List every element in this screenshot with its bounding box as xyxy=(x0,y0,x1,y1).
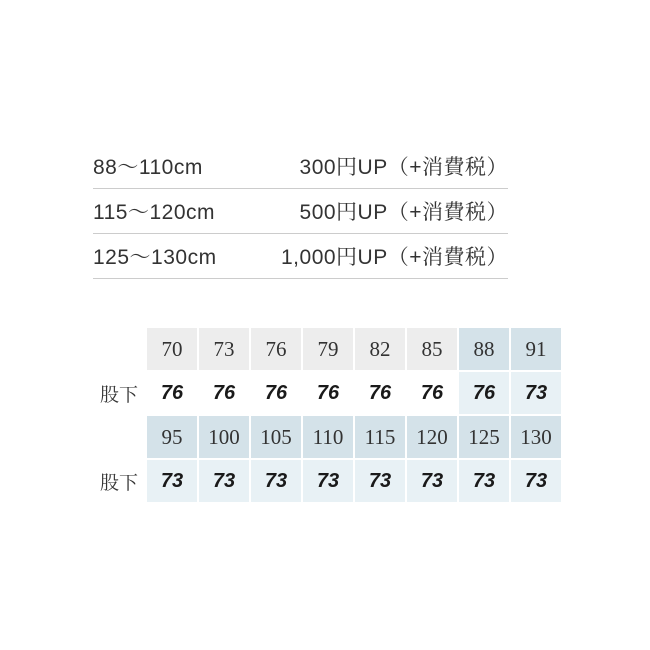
inseam-value-cell: 76 xyxy=(251,372,301,414)
size-header-cell: 95 xyxy=(147,416,197,458)
size-range-label: 125〜130cm xyxy=(93,246,217,269)
size-header-row-lower xyxy=(93,416,561,458)
size-header-cell: 120 xyxy=(407,416,457,458)
inseam-row-label: 股下 xyxy=(93,460,145,502)
inseam-value-cell: 73 xyxy=(251,460,301,502)
surcharge-value: 300円UP（+消費税） xyxy=(299,156,508,179)
inseam-value-cell: 73 xyxy=(407,460,457,502)
inseam-value-cell: 73 xyxy=(199,460,249,502)
inseam-value-cell: 73 xyxy=(511,460,561,502)
corner-cell xyxy=(93,416,145,458)
inseam-value-cell: 73 xyxy=(511,372,561,414)
inseam-value-cell: 76 xyxy=(147,372,197,414)
corner-cell xyxy=(93,328,145,370)
inseam-value-cell: 76 xyxy=(407,372,457,414)
size-header-cell: 79 xyxy=(303,328,353,370)
size-header-row-upper xyxy=(93,328,561,370)
price-row xyxy=(93,144,508,189)
surcharge-value: 1,000円UP（+消費税） xyxy=(281,246,508,269)
inseam-value-cell: 73 xyxy=(355,460,405,502)
size-header-cell: 76 xyxy=(251,328,301,370)
inseam-size-table xyxy=(91,326,563,504)
surcharge-price-list xyxy=(93,144,508,279)
inseam-value-cell: 76 xyxy=(303,372,353,414)
size-header-cell: 85 xyxy=(407,328,457,370)
size-range-label: 115〜120cm xyxy=(93,201,216,224)
inseam-value-cell: 73 xyxy=(303,460,353,502)
inseam-row-upper xyxy=(93,372,561,414)
inseam-value-cell: 76 xyxy=(355,372,405,414)
inseam-value-cell: 73 xyxy=(147,460,197,502)
size-header-cell: 125 xyxy=(459,416,509,458)
inseam-value-cell: 73 xyxy=(459,460,509,502)
size-header-cell: 130 xyxy=(511,416,561,458)
size-header-cell: 115 xyxy=(355,416,405,458)
size-header-cell: 82 xyxy=(355,328,405,370)
size-header-cell: 91 xyxy=(511,328,561,370)
price-row xyxy=(93,234,508,279)
surcharge-value: 500円UP（+消費税） xyxy=(299,201,508,224)
price-row xyxy=(93,189,508,234)
size-header-cell: 70 xyxy=(147,328,197,370)
size-header-cell: 100 xyxy=(199,416,249,458)
size-header-cell: 88 xyxy=(459,328,509,370)
inseam-value-cell: 76 xyxy=(199,372,249,414)
inseam-row-lower xyxy=(93,460,561,502)
inseam-value-cell: 76 xyxy=(459,372,509,414)
size-header-cell: 73 xyxy=(199,328,249,370)
size-header-cell: 110 xyxy=(303,416,353,458)
inseam-row-label: 股下 xyxy=(93,372,145,414)
size-range-label: 88〜110cm xyxy=(93,156,203,179)
size-header-cell: 105 xyxy=(251,416,301,458)
